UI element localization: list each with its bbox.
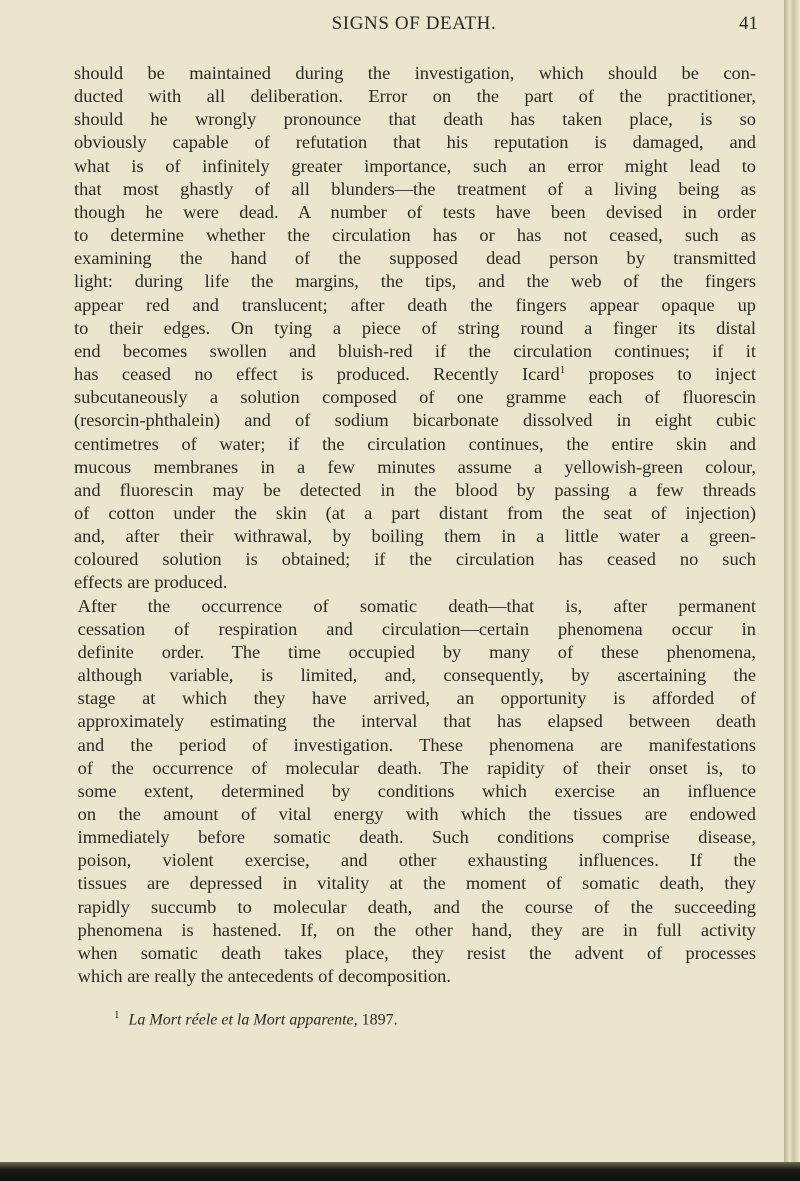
footnote-mark: 1 [114,1009,120,1021]
text-line: phenomena is hastened. If, on the other hand, they are in full activity [77,919,756,940]
text-line: what is of infinitely greater importance, such an error might lead to [74,155,756,176]
text-line: definite order. The time occupied by many of these phenomena, [77,641,756,662]
text-line: end becomes swollen and bluish-red if the circulation continues; if it [74,340,756,361]
footnote-year: , 1897. [353,1011,398,1029]
text-line: and fluorescin may be detected in the blood by passing a few threads [74,479,756,500]
text-line: (resorcin-phthalein) and of sodium bicarbonate dissolved in eight cubic [74,410,756,431]
text-line: tissues are depressed in vitality at the moment of somatic death, they [77,873,756,894]
paragraph-circulation-tests [74,62,756,595]
text-line: cessation of respiration and circulation—certain phenomena occur in [77,618,756,639]
text-segment: proposes to inject [565,364,756,385]
page-number: 41 [739,13,758,34]
text-line: and the period of investigation. These phenomena are manifestations [77,734,756,755]
text-line: should be maintained during the investigation, which should be con- [74,63,756,83]
text-segment: has ceased no effect is produced. Recently Icard [74,364,560,385]
text-line: although variable, is limited, and, consequently, by ascertaining the [77,665,756,686]
text-line: and, after their withrawal, by boiling them in a little water a green- [74,526,756,547]
paragraph-somatic-death [74,595,756,989]
text-line: centimetres of water; if the circulation continues, the entire skin and [74,433,756,454]
text-line: examining the hand of the supposed dead person by transmitted [74,248,756,269]
text-line: poison, violent exercise, and other exhausting influences. If the [77,850,756,871]
text-line: of the occurrence of molecular death. The rapidity of their onset is, to [77,757,756,778]
text-line: approximately estimating the interval that has elapsed between death [77,711,756,732]
page-binding-edge [784,0,800,1181]
text-line: should he wrongly pronounce that death has taken place, is so [74,109,756,130]
text-line: on the amount of vital energy with which the tissues are endowed [77,804,756,824]
text-line: when somatic death takes place, they resist the advent of processes [77,942,756,963]
text-line: some extent, determined by conditions which exercise an influence [77,780,756,801]
text-line: to determine whether the circulation has or has not ceased, such as [74,225,756,246]
text-line: ducted with all deliberation. Error on the part of the practitioner, [74,86,756,107]
text-line-with-footnote [74,363,756,386]
text-line: subcutaneously a solution composed of one gramme each of fluorescin [74,387,756,408]
text-line: effects are produced. [74,572,228,593]
text-line: appear red and translucent; after death the fingers appear opaque up [74,294,756,315]
text-line: that most ghastly of all blunders—the treatment of a living being as [74,178,756,199]
text-line: stage at which they have arrived, an opportunity is afforded of [77,688,756,709]
text-line: obviously capable of refutation that his reputation is damaged, and [74,132,756,153]
running-head [70,13,758,39]
running-title: SIGNS OF DEATH. [331,13,497,34]
text-line: of cotton under the skin (at a part distant from the seat of injection) [74,502,756,523]
page-bottom-edge [0,1162,800,1181]
body-text [74,62,756,988]
text-line: rapidly succumb to molecular death, and the course of the succeeding [77,896,756,917]
text-line: coloured solution is obtained; if the circulation has ceased no such [74,549,756,570]
text-line: light: during life the margins, the tips, and the web of the fingers [74,271,756,292]
text-line: which are really the antecedents of decomposition. [77,966,451,987]
text-line: mucous membranes in a few minutes assume a yellowish-green colour, [74,456,756,477]
text-line: to their edges. On tying a piece of string round a finger its distal [74,317,756,338]
text-line: though he were dead. A number of tests have been devised in order [74,201,756,222]
text-line: After the occurrence of somatic death—that is, after permanent [77,595,756,616]
footnote-citation-title: La Mort réele et la Mort apparente [128,1011,354,1029]
footnote [114,1009,754,1029]
footnote-reference: 1 [559,363,566,376]
text-line: immediately before somatic death. Such conditions comprise disease, [77,827,756,848]
